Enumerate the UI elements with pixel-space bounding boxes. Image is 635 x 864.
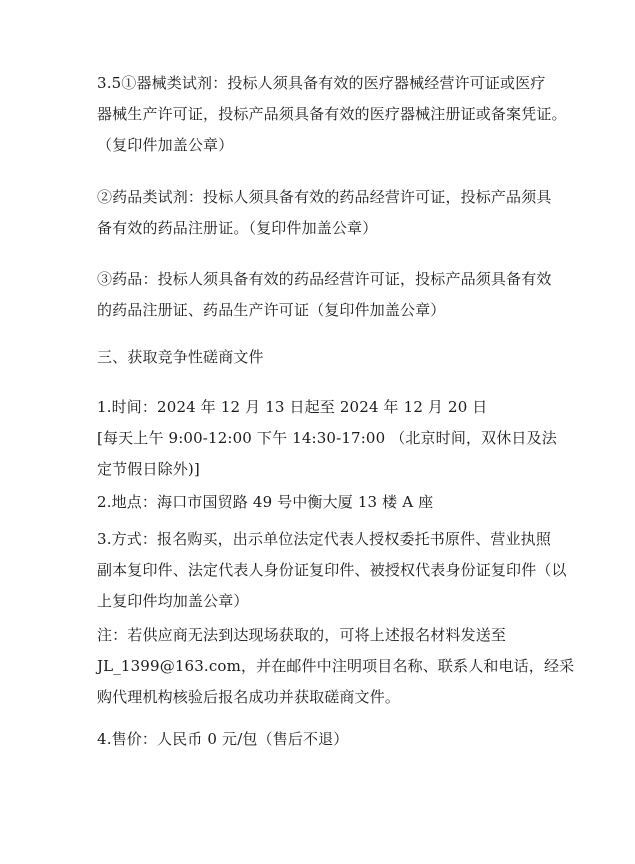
text-line: 备有效的药品注册证。（复印件加盖公章）: [97, 219, 378, 237]
text-line: ③药品：投标人须具备有效的药品经营许可证，投标产品须具备有效: [97, 270, 552, 288]
text-line: 器械生产许可证，投标产品须具备有效的医疗器械注册证或备案凭证。: [97, 105, 567, 123]
text-line: 注：若供应商无法到达现场获取的，可将上述报名材料发送至: [97, 626, 507, 644]
paragraph-drug-reagents: [97, 182, 552, 244]
text-line: （复印件加盖公章）: [97, 136, 234, 154]
text-line: 1.时间：2024 年 12 月 13 日起至 2024 年 12 月 20 日: [97, 398, 488, 416]
text-line: ②药品类试剂：投标人须具备有效的药品经营许可证，投标产品须具: [97, 188, 552, 206]
text-line: 的药品注册证、药品生产许可证（复印件加盖公章）: [97, 301, 446, 319]
text-line: 定节假日除外)]: [97, 460, 200, 478]
paragraph-note: [97, 620, 575, 713]
paragraph-time: [97, 392, 557, 485]
text-line: 3.方式：报名购买，出示单位法定代表人授权委托书原件、营业执照: [97, 530, 551, 548]
section-heading: [97, 342, 545, 373]
text-line: JL_1399@163.com，并在邮件中注明项目名称、联系人和电话，经采: [97, 657, 575, 675]
text-line: 副本复印件、法定代表人身份证复印件、被授权代表身份证复印件（以: [97, 561, 567, 579]
paragraph-method: [97, 524, 567, 617]
text-line: 3.5①器械类试剂：投标人须具备有效的医疗器械经营许可证或医疗: [97, 74, 546, 92]
paragraph-location: [97, 487, 545, 518]
paragraph-price: [97, 724, 545, 755]
text-line: [每天上午 9:00-12:00 下午 14:30-17:00 （北京时间，双休日及法: [97, 429, 557, 447]
text-line: 2.地点：海口市国贸路 49 号中衡大厦 13 楼 A 座: [97, 493, 434, 511]
text-line: 购代理机构核验后报名成功并获取磋商文件。: [97, 688, 401, 706]
text-line: 4.售价：人民币 0 元/包（售后不退）: [97, 730, 349, 748]
paragraph-drugs: [97, 264, 552, 326]
heading-text: 三、获取竞争性磋商文件: [97, 348, 264, 366]
text-line: 上复印件均加盖公章）: [97, 592, 249, 610]
paragraph-device-reagents: [97, 68, 567, 161]
